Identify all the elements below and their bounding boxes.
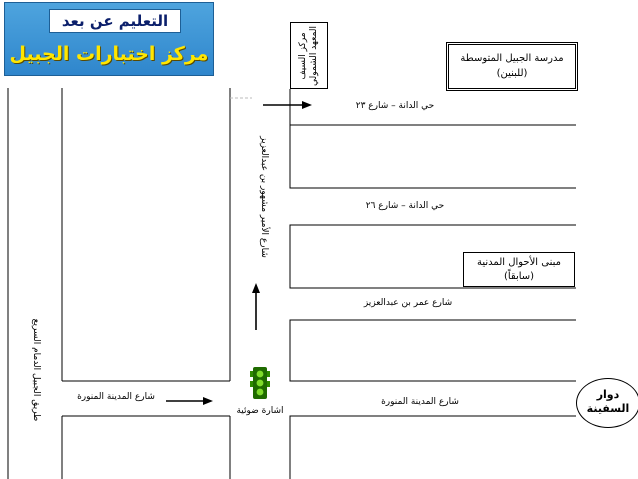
highway-label: طريق الجبيل الدمام السريع — [31, 318, 41, 422]
distance-learning-title: التعليم عن بعد — [49, 9, 181, 33]
roundabout-name: السفينة — [586, 402, 630, 415]
traffic-signal-icon — [250, 367, 270, 399]
block-south-east — [290, 416, 576, 479]
safina-roundabout — [576, 378, 638, 428]
jubail-school-building — [446, 42, 578, 91]
school-name: مدرسة الجبيل المتوسطة — [460, 53, 564, 64]
street-23-label: حي الدانة – شارع ٢٣ — [355, 101, 435, 111]
block-omar-madina — [290, 320, 576, 381]
madina-street-right-label: شارع المدينة المنورة — [381, 397, 459, 407]
roundabout-label: دوار — [596, 388, 620, 401]
title-banner — [4, 2, 214, 76]
street-26-label: حي الدانة – شارع ٢٦ — [365, 201, 445, 211]
traffic-signal-label: اشارة ضوئية — [236, 406, 284, 416]
civil-affairs-name: مبنى الأحوال المدنية — [477, 257, 561, 268]
civil-affairs-building — [463, 252, 575, 287]
test-center-title: مركز اختبارات الجبيل — [9, 43, 209, 65]
arrow-madina-head — [203, 397, 213, 405]
omar-street-label: شارع عمر بن عبدالعزيز — [363, 298, 453, 308]
sayf-institute-name: المعهد الشمولي — [309, 25, 319, 86]
school-note: (للبنين) — [496, 68, 528, 79]
sayf-center-building — [290, 22, 328, 89]
madina-street-left-label: شارع المدينة المنورة — [77, 392, 155, 402]
sayf-center-name: مركز السيف — [298, 31, 308, 80]
civil-affairs-note: (سابقاً) — [503, 271, 535, 282]
arrow-north-head — [252, 283, 260, 293]
arrow-east-head — [302, 101, 312, 109]
prince-street-label: شارع الأمير مشهور بن عبدالعزيز — [259, 136, 269, 258]
block-street23-26 — [290, 125, 576, 188]
